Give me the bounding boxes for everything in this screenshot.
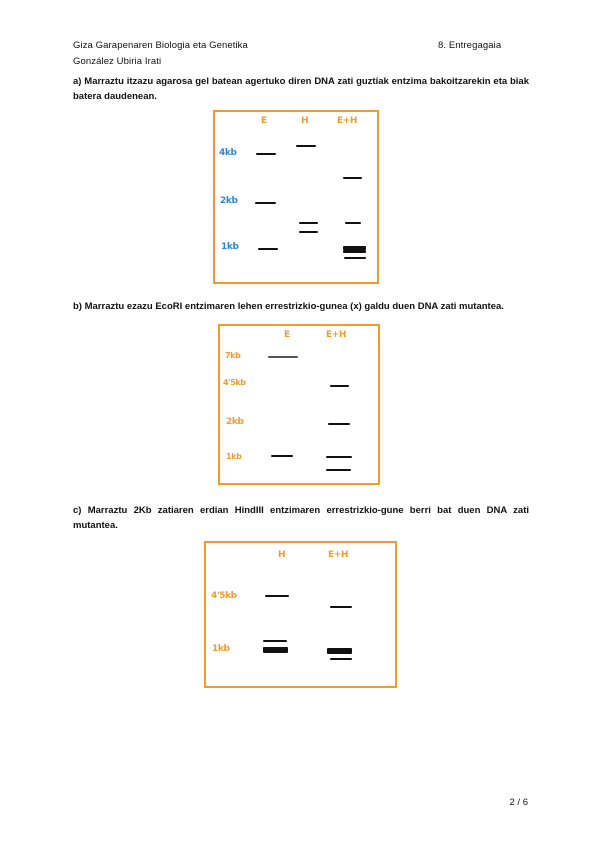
gel-c-band xyxy=(330,606,352,608)
gel-a-band xyxy=(256,153,276,155)
author-name: González Ubiria Irati xyxy=(73,56,162,67)
gel-c-size-1kb: 1kb xyxy=(212,644,230,654)
gel-a-size-1kb: 1kb xyxy=(221,242,239,252)
gel-b-size-7kb: 7kb xyxy=(225,351,241,360)
question-b-text: b) Marraztu ezazu EcoRI entzimaren lehen errestrizkio-gunea (x) galdu duen DNA zati mutantea. xyxy=(73,301,504,312)
gel-c-lane-eh: E+H xyxy=(328,550,349,560)
gel-a-band xyxy=(258,248,278,250)
gel-a-band xyxy=(296,145,316,147)
gel-a-band xyxy=(344,257,366,259)
gel-b-band xyxy=(326,469,351,471)
gel-b-size-2kb: 2kb xyxy=(226,417,244,427)
gel-a-band xyxy=(255,202,276,204)
gel-b-size-1kb: 1kb xyxy=(226,452,242,461)
gel-b-band xyxy=(326,456,352,458)
page-number: 2 / 6 xyxy=(509,797,528,808)
gel-a-band xyxy=(299,222,318,224)
question-c-text: c) Marraztu 2Kb zatiaren erdian HindIII entzimaren errestrizkio-gune berri bat duen DNA zati mutantea. xyxy=(73,505,529,531)
gel-a-band xyxy=(343,250,366,253)
course-title: Giza Garapenaren Biologia eta Genetika xyxy=(73,40,248,51)
assignment-title: 8. Entregagaia xyxy=(438,40,502,51)
gel-b-band xyxy=(268,356,298,358)
gel-a-band xyxy=(345,222,361,224)
gel-b-band xyxy=(271,455,293,457)
gel-b-band xyxy=(328,423,350,425)
gel-b xyxy=(218,324,380,485)
gel-c-band xyxy=(327,648,352,654)
gel-c-lane-h: H xyxy=(278,550,286,560)
gel-a-size-2kb: 2kb xyxy=(220,196,238,206)
gel-a-lane-e: E xyxy=(261,116,267,126)
gel-a-lane-h: H xyxy=(301,116,309,126)
gel-a-lane-eh: E+H xyxy=(337,116,358,126)
gel-c-band xyxy=(263,647,288,653)
gel-a-band xyxy=(343,177,362,179)
gel-a xyxy=(213,110,379,284)
gel-b-band xyxy=(330,385,349,387)
gel-c-band xyxy=(263,640,287,642)
gel-c xyxy=(204,541,397,688)
question-a-text: a) Marraztu itzazu agarosa gel batean agertuko diren DNA zati guztiak entzima bakoitzarekin eta biak batera daudenean. xyxy=(73,76,529,102)
gel-c-size-4-5kb: 4'5kb xyxy=(211,591,237,601)
gel-c-band xyxy=(265,595,289,597)
gel-b-lane-e: E xyxy=(284,330,290,340)
gel-b-lane-eh: E+H xyxy=(326,330,347,340)
gel-b-size-4-5kb: 4'5kb xyxy=(223,378,246,387)
gel-a-band xyxy=(299,231,318,233)
gel-c-band xyxy=(330,658,352,660)
gel-a-size-4kb: 4kb xyxy=(219,148,237,158)
